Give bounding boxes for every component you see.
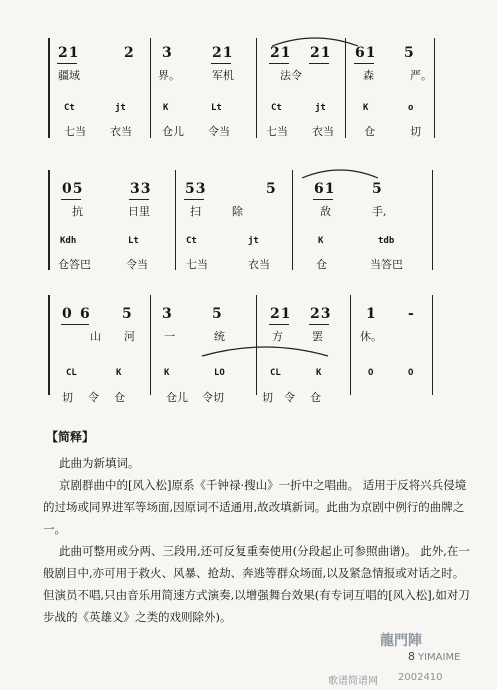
percussion-code: tdb bbox=[378, 236, 395, 246]
lyric: 敌 bbox=[320, 205, 331, 218]
underline bbox=[129, 199, 149, 200]
lyric: 罢 bbox=[312, 330, 323, 343]
note: 2 bbox=[124, 45, 135, 61]
barline bbox=[175, 170, 176, 270]
percussion-word: 令 bbox=[284, 391, 295, 404]
percussion-code: Lt bbox=[128, 236, 139, 246]
percussion-code: jt bbox=[115, 103, 126, 113]
percussion-word: 切 bbox=[410, 125, 421, 138]
percussion-code: jt bbox=[248, 236, 259, 246]
note: 21 bbox=[212, 45, 234, 61]
percussion-code: LO bbox=[214, 368, 225, 378]
percussion-code: Kdh bbox=[60, 236, 77, 246]
note: 21 bbox=[58, 45, 80, 61]
percussion-code: o bbox=[408, 103, 414, 113]
note: 05 bbox=[62, 181, 84, 197]
note: 5 bbox=[122, 306, 133, 322]
percussion-code: O bbox=[368, 368, 374, 378]
percussion-word: 衣当 bbox=[312, 125, 334, 138]
barline bbox=[432, 295, 433, 395]
note: 23 bbox=[310, 306, 332, 322]
percussion-code: Lt bbox=[211, 103, 222, 113]
percussion-code: Ct bbox=[271, 103, 282, 113]
note: 33 bbox=[130, 181, 152, 197]
percussion-word: 仓 bbox=[316, 258, 327, 271]
system-bracket bbox=[48, 170, 50, 270]
system-bracket bbox=[48, 295, 50, 395]
percussion-code: Ct bbox=[64, 103, 75, 113]
watermark-logo: 龍門陣 bbox=[380, 633, 422, 649]
percussion-code: K bbox=[116, 368, 122, 378]
slur bbox=[200, 344, 330, 358]
lyric: 森 bbox=[363, 69, 374, 82]
barline bbox=[150, 295, 151, 395]
underline bbox=[61, 324, 89, 325]
percussion-word: 切 bbox=[262, 391, 273, 404]
underline bbox=[211, 63, 231, 64]
percussion-word: 切 bbox=[62, 391, 73, 404]
lyric: 山 bbox=[90, 330, 101, 343]
barline bbox=[256, 38, 257, 138]
lyric: 休。 bbox=[360, 330, 382, 343]
percussion-word: 衣当 bbox=[110, 125, 132, 138]
percussion-word: 令 bbox=[88, 391, 99, 404]
percussion-code: K bbox=[164, 368, 170, 378]
underline bbox=[61, 199, 81, 200]
notes-heading: 【简释】 bbox=[46, 430, 95, 444]
lyric: 方 bbox=[272, 330, 283, 343]
lyric: 手, bbox=[372, 205, 387, 218]
barline bbox=[432, 170, 433, 270]
percussion-word: 仓儿 bbox=[162, 125, 184, 138]
lyric: 一 bbox=[164, 330, 175, 343]
lyric: 军机 bbox=[212, 69, 234, 82]
lyric: 扫 bbox=[190, 205, 201, 218]
underline bbox=[269, 63, 289, 64]
underline bbox=[269, 324, 289, 325]
percussion-word: 衣当 bbox=[248, 258, 270, 271]
underline bbox=[354, 63, 374, 64]
watermark-footer: 歌谱简谱网 bbox=[328, 676, 378, 687]
underline bbox=[184, 199, 204, 200]
percussion-word: 七当 bbox=[186, 258, 208, 271]
percussion-code: jt bbox=[315, 103, 326, 113]
note: 6 bbox=[80, 306, 91, 322]
percussion-word: 令当 bbox=[126, 258, 148, 271]
note: 53 bbox=[185, 181, 207, 197]
underline bbox=[313, 199, 333, 200]
notes-paragraph: 京剧群曲中的[风入松]原系《千钟禄·搜山》一折中之唱曲。 适用于反将兴兵侵境的过场或同界进军等场面,因原词不适通用,故改填新词。此曲为京剧中例行的曲牌之一。 bbox=[43, 478, 467, 536]
lyric: 日里 bbox=[128, 205, 150, 218]
percussion-word: 令切 bbox=[202, 391, 224, 404]
watermark-code: 2002410 bbox=[398, 672, 443, 683]
note: 3 bbox=[162, 306, 173, 322]
lyric: 抗 bbox=[72, 205, 83, 218]
barline bbox=[350, 295, 351, 395]
lyric: 河 bbox=[124, 330, 135, 343]
lyric: 严。 bbox=[410, 69, 432, 82]
note: 5 bbox=[266, 181, 277, 197]
percussion-word: 仓 bbox=[364, 125, 375, 138]
note: - bbox=[408, 306, 415, 322]
percussion-code: K bbox=[163, 103, 169, 113]
underline bbox=[57, 63, 77, 64]
percussion-code: CL bbox=[270, 368, 281, 378]
percussion-code: K bbox=[318, 236, 324, 246]
note: 1 bbox=[366, 306, 377, 322]
lyric: 界。 bbox=[158, 69, 180, 82]
percussion-code: K bbox=[363, 103, 369, 113]
note: 5 bbox=[212, 306, 223, 322]
barline bbox=[150, 38, 151, 138]
percussion-code: CL bbox=[66, 368, 77, 378]
slur bbox=[300, 166, 380, 180]
notes-paragraph: 此曲可整用或分两、三段用,还可反复重奏使用(分段起止可参照曲谱)。 此外,在一般剧目中,亦可用于救火、风暴、抢劫、奔逃等群众场面,以及紧急情报或对话之时。但演员不唱,只由音乐用简速方式演奏,以增强舞台效果(有专词互唱的[风入松],如对刀步战的《英雄义》之类的戏则除外)。 bbox=[43, 544, 470, 624]
page-number: 8 bbox=[408, 650, 415, 663]
barline bbox=[345, 38, 346, 138]
percussion-word: 仓儿 bbox=[166, 391, 188, 404]
underline bbox=[309, 63, 329, 64]
notes-paragraph: 此曲为新填词。 bbox=[59, 456, 140, 470]
percussion-word: 七当 bbox=[266, 125, 288, 138]
note: 21 bbox=[270, 306, 292, 322]
percussion-word: 当答巴 bbox=[370, 258, 403, 271]
barline bbox=[434, 38, 435, 138]
percussion-code: Ct bbox=[186, 236, 197, 246]
percussion-word: 仓 bbox=[114, 391, 125, 404]
lyric: 除 bbox=[232, 205, 243, 218]
note: 3 bbox=[162, 45, 173, 61]
note: 21 bbox=[270, 45, 292, 61]
watermark-site: YIMAIME bbox=[418, 652, 461, 663]
note: 61 bbox=[314, 181, 336, 197]
underline bbox=[309, 324, 329, 325]
note: 5 bbox=[372, 181, 383, 197]
note: 0 bbox=[62, 306, 73, 322]
lyric: 法令 bbox=[280, 69, 302, 82]
percussion-code: K bbox=[316, 368, 322, 378]
percussion-word: 令当 bbox=[208, 125, 230, 138]
percussion-word: 仓 bbox=[310, 391, 321, 404]
note: 21 bbox=[310, 45, 332, 61]
percussion-word: 七当 bbox=[64, 125, 86, 138]
lyric: 疆域 bbox=[58, 69, 80, 82]
notes-body bbox=[43, 452, 473, 628]
percussion-word: 仓答巴 bbox=[58, 258, 91, 271]
note: 61 bbox=[355, 45, 377, 61]
percussion-code: O bbox=[408, 368, 414, 378]
system-bracket bbox=[48, 38, 50, 138]
barline bbox=[292, 170, 293, 270]
lyric: 统 bbox=[214, 330, 225, 343]
note: 5 bbox=[404, 45, 415, 61]
